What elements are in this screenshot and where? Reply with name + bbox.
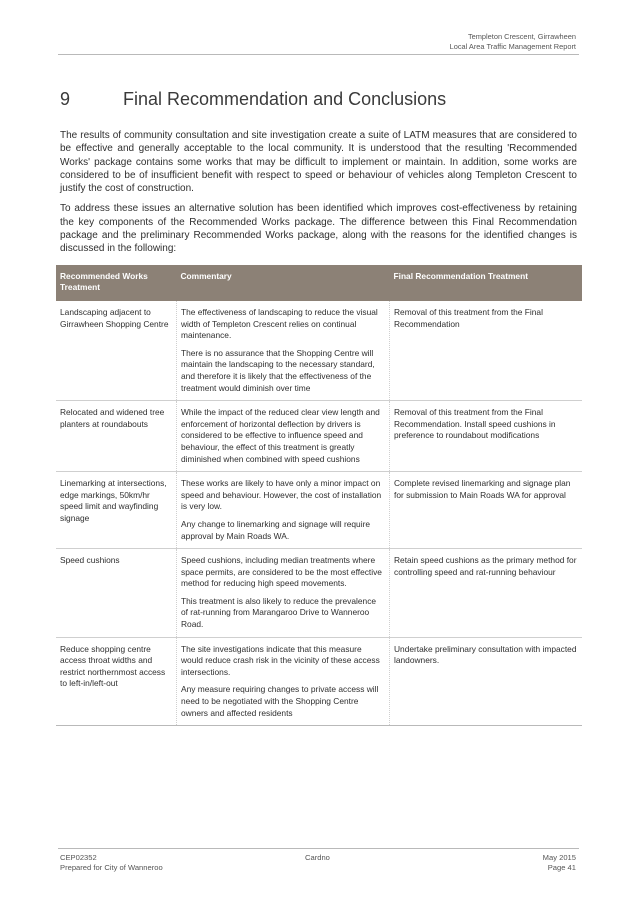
commentary-cell — [177, 472, 390, 549]
footer-prepared-for: Prepared for City of Wanneroo — [60, 863, 163, 872]
header-recommended-works: Recommended Works Treatment — [56, 265, 177, 301]
header-report-title: Local Area Traffic Management Report — [449, 42, 576, 51]
commentary-cell — [177, 301, 390, 401]
header-project-name: Templeton Crescent, Girrawheen — [467, 32, 576, 41]
section-title: Final Recommendation and Conclusions — [123, 89, 447, 109]
footer-date: May 2015 — [542, 853, 576, 862]
table-row — [56, 549, 582, 638]
commentary-paragraph: This treatment is also likely to reduce the prevalence of rat-running from Marangaroo Drive to Wanneroo Road. — [181, 595, 377, 630]
header-divider — [58, 54, 579, 55]
commentary-paragraph: These works are likely to have only a minor impact on speed and behaviour. However, the cost of installation is very low. — [181, 478, 382, 512]
commentary-paragraph: Speed cushions, including median treatments where space permits, are considered to be the most effective method for reducing high speed movements. — [181, 555, 382, 589]
table-row — [56, 637, 582, 726]
footer-company: Cardno — [305, 853, 330, 862]
page-header — [450, 32, 576, 52]
section-number: 9 — [60, 89, 71, 109]
treatment-cell: Reduce shopping centre access throat widths and restrict northernmost access to left-in/left-out — [56, 637, 177, 726]
commentary-paragraph: The effectiveness of landscaping to reduce the visual width of Templeton Crescent relies on continual maintenance. — [181, 307, 378, 341]
intro-paragraph-2: To address these issues an alternative solution has been identified which improves cost-effectiveness by retaining the key components of the Recommended Works package. The difference between this Final Recommendation package and the preliminary Recommended Works package, along with the reasons for the identified changes is discussed in the following: — [60, 203, 577, 255]
commentary-cell — [177, 401, 390, 472]
table-row — [56, 401, 582, 472]
intro-paragraph-1: The results of community consultation and site investigation create a suite of LATM measures that are considered to be effective and generally acceptable to the local community. It is understood that the resulting 'Recommended Works' package contains some works that may be difficult to implement or maintain. In addition, some works are considered to be of insufficient benefit with respect to speed or behaviour of vehicles along Templeton Crescent to justify the cost of construction. — [60, 130, 577, 195]
final-treatment-cell: Undertake preliminary consultation with impacted landowners. — [390, 637, 583, 726]
final-treatment-cell: Removal of this treatment from the Final Recommendation. Install speed cushions in preference to roundabout modifications — [390, 401, 583, 472]
header-commentary: Commentary — [177, 265, 390, 301]
footer-divider — [58, 848, 579, 849]
final-treatment-cell: Retain speed cushions as the primary method for controlling speed and rat-running behaviour — [390, 549, 583, 638]
intro-text — [60, 129, 577, 263]
section-heading — [60, 89, 446, 110]
table-header-row — [56, 265, 582, 301]
footer-left — [60, 853, 163, 873]
final-treatment-cell: Complete revised linemarking and signage plan for submission to Main Roads WA for approval — [390, 472, 583, 549]
commentary-cell — [177, 549, 390, 638]
footer-page-number: Page 41 — [547, 863, 576, 872]
treatment-cell: Linemarking at intersections, edge markings, 50km/hr speed limit and wayfinding signage — [56, 472, 177, 549]
footer-doc-number: CEP02352 — [60, 853, 97, 862]
final-treatment-cell: Removal of this treatment from the Final Recommendation — [390, 301, 583, 401]
treatment-cell: Speed cushions — [56, 549, 177, 638]
table-row — [56, 472, 582, 549]
commentary-paragraph: Any measure requiring changes to private access will need to be negotiated with the Shopping Centre owners and affected residents — [181, 684, 379, 718]
commentary-paragraph: There is no assurance that the Shopping Centre will maintain the landscaping to the necessary standard, and therefore it is likely that the effectiveness of the treatment would diminish over time — [181, 347, 375, 393]
treatment-cell: Landscaping adjacent to Girrawheen Shopping Centre — [56, 301, 177, 401]
recommendation-table — [56, 265, 582, 726]
commentary-paragraph: Any change to linemarking and signage will require approval by Main Roads WA. — [181, 518, 371, 541]
header-final-recommendation: Final Recommendation Treatment — [390, 265, 583, 301]
treatment-cell: Relocated and widened tree planters at roundabouts — [56, 401, 177, 472]
table-row — [56, 301, 582, 401]
footer-right — [543, 853, 576, 873]
commentary-paragraph: While the impact of the reduced clear view length and enforcement of horizontal deflection by drivers is considered to be effective to influence speed and behaviour, the effect of this treatment is greatly diminished when combined with speed cushions — [181, 407, 380, 464]
commentary-cell — [177, 637, 390, 726]
commentary-paragraph: The site investigations indicate that this measure would reduce crash risk in the vicinity of these access intersections. — [181, 643, 380, 677]
